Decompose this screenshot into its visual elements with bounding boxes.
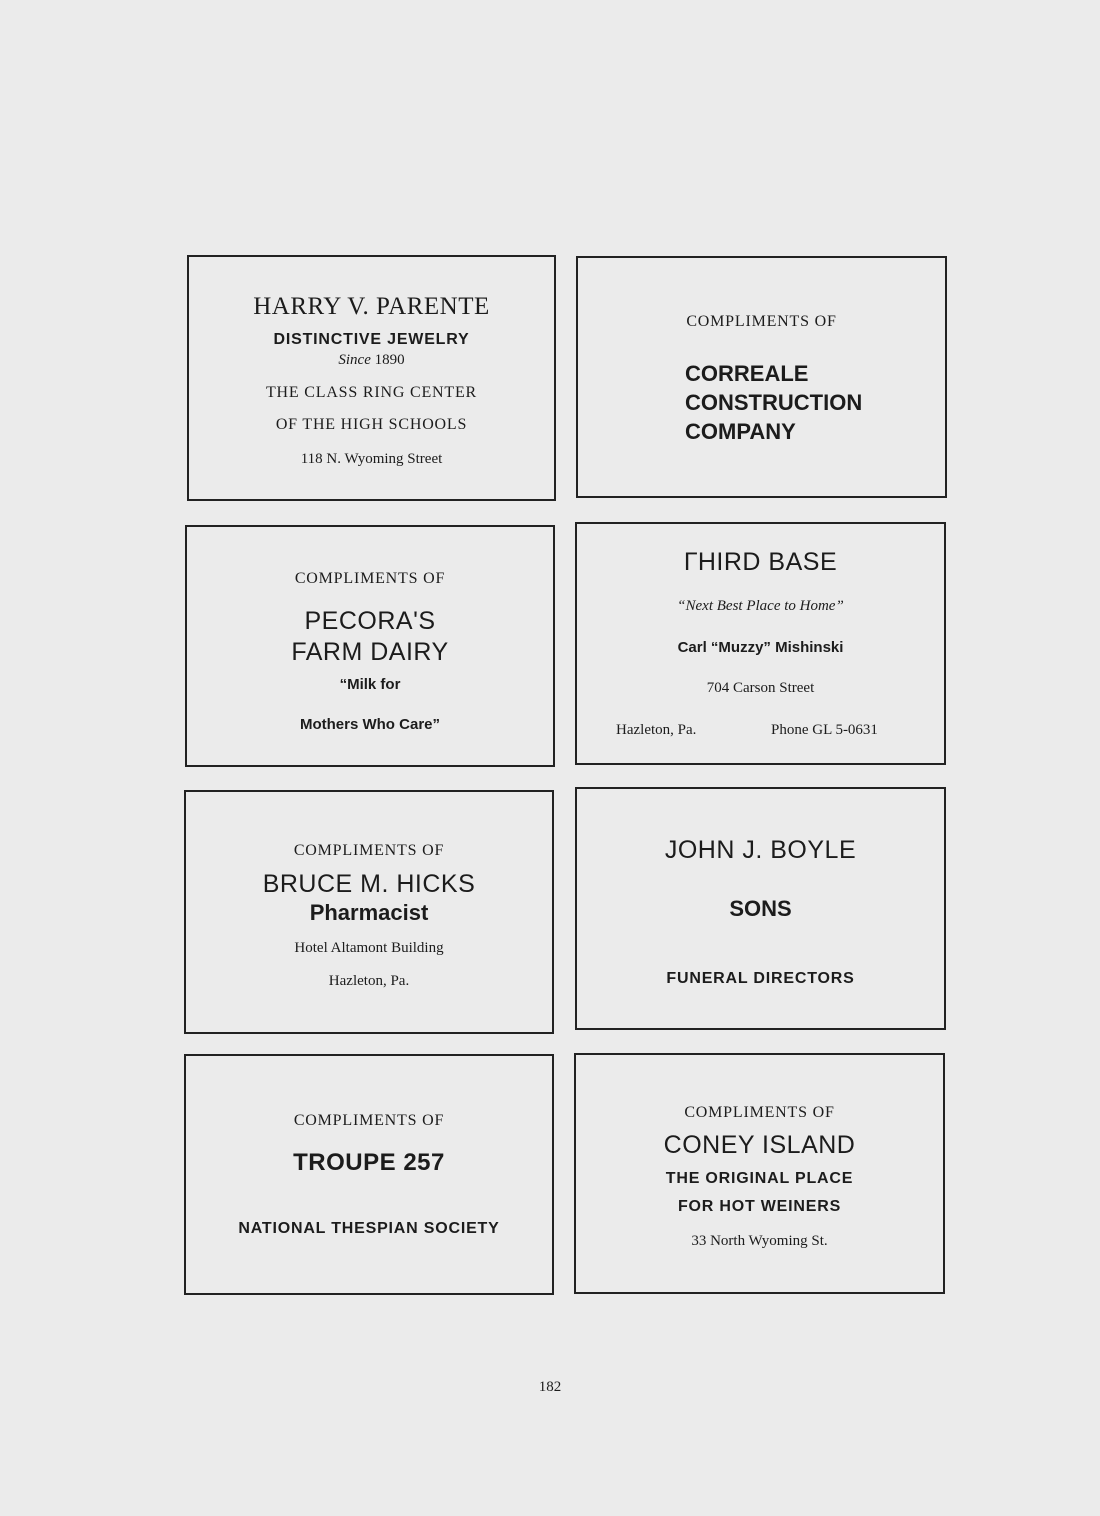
compliments-of: COMPLIMENTS OF (293, 842, 445, 859)
ad-city: Hazleton, Pa. (328, 973, 410, 989)
ad-title: CONEY ISLAND (663, 1131, 856, 1159)
ad-owner: Carl “Muzzy” Mishinski (677, 639, 844, 656)
ad-title-line: CORREALE (685, 361, 809, 386)
ad-title: BRUCE M. HICKS (262, 870, 476, 898)
compliments-of: COMPLIMENTS OF (686, 313, 837, 330)
ad-title: HARRY V. PARENTE (253, 293, 490, 320)
ad-slogan: “Next Best Place to Home” (677, 598, 844, 614)
page-number: 182 (538, 1379, 562, 1395)
ad-address: 704 Carson Street (706, 680, 815, 696)
since-word: Since (338, 352, 371, 368)
compliments-of: COMPLIMENTS OF (684, 1104, 835, 1121)
ad-correale-construction (576, 256, 947, 498)
ad-title-line: PECORA'S (304, 607, 436, 635)
ad-building: Hotel Altamont Building (294, 940, 444, 956)
ad-slogan: Mothers Who Care” (299, 716, 440, 733)
ad-line: FOR HOT WEINERS (677, 1198, 842, 1215)
ad-title: ГHIRD BASE (683, 548, 838, 576)
ad-title: TROUPE 257 (293, 1149, 445, 1176)
ad-subtitle: Pharmacist (309, 900, 429, 925)
since-year: 1890 (374, 352, 405, 368)
ad-line: THE CLASS RING CENTER (265, 384, 478, 401)
ad-subtitle: SONS (729, 896, 792, 921)
ad-line: THE ORIGINAL PLACE (665, 1170, 854, 1187)
ad-line: OF THE HIGH SCHOOLS (275, 416, 468, 433)
since-line (189, 352, 554, 369)
ad-phone: Phone GL 5-0631 (771, 722, 878, 738)
ad-slogan: “Milk for (339, 676, 401, 693)
compliments-of: COMPLIMENTS OF (294, 570, 446, 587)
ad-bruce-hicks (184, 790, 554, 1034)
compliments-of: COMPLIMENTS OF (293, 1112, 445, 1129)
ad-title-line: CONSTRUCTION (685, 390, 863, 415)
ad-john-boyle (575, 787, 946, 1030)
ad-coney-island (574, 1053, 945, 1294)
ad-address: 33 North Wyoming St. (691, 1233, 828, 1249)
ad-title: JOHN J. BOYLE (664, 836, 857, 864)
ad-address: 118 N. Wyoming Street (300, 451, 443, 467)
ad-business: FUNERAL DIRECTORS (666, 970, 855, 987)
ad-city: Hazleton, Pa. (616, 722, 697, 738)
ad-tagline: DISTINCTIVE JEWELRY (273, 331, 470, 348)
ad-title-line: FARM DAIRY (291, 638, 449, 666)
ad-pecoras-farm-dairy (185, 525, 555, 767)
ad-society: NATIONAL THESPIAN SOCIETY (238, 1220, 500, 1237)
ad-troupe-257 (184, 1054, 554, 1295)
ad-third-base (575, 522, 946, 765)
ad-harry-parente (187, 255, 556, 501)
ad-title-line: COMPANY (685, 419, 796, 444)
